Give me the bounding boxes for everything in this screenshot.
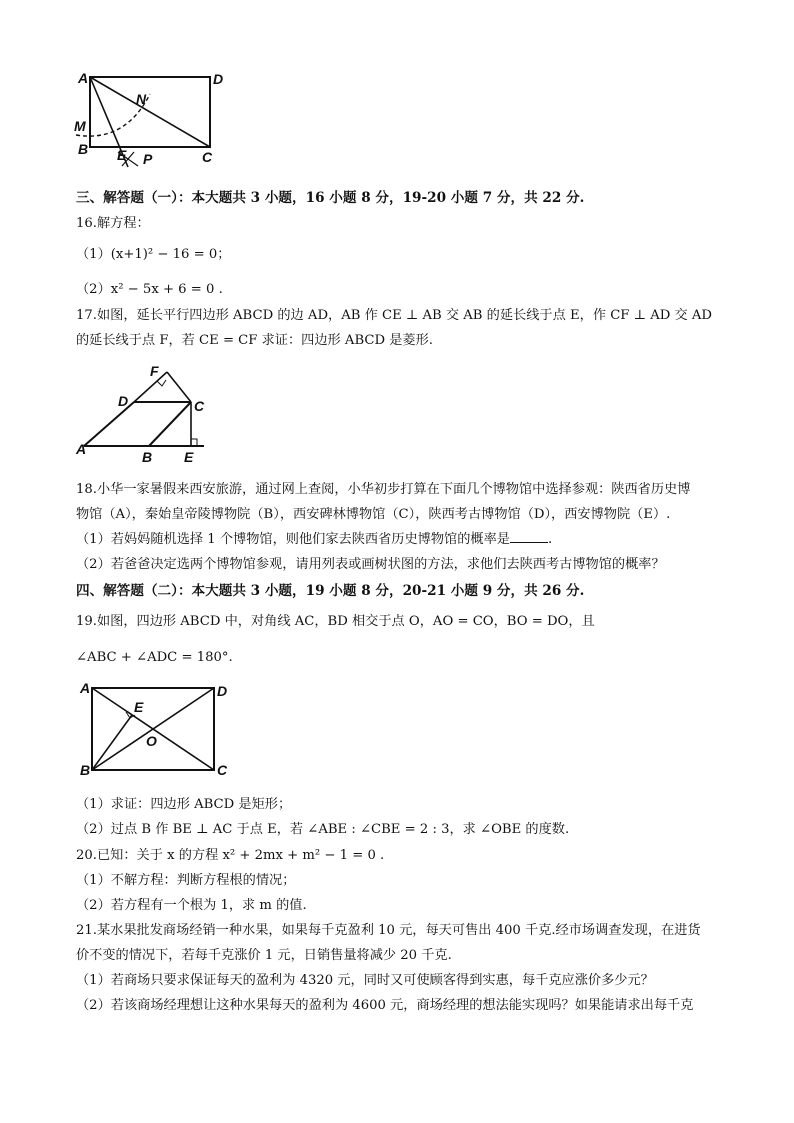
q21-part1: （1）若商场只要求保证每天的盈利为 4320 元，同时又可使顾客得到实惠，每千克应涨价多少元？ [76,973,654,988]
figure-rectangle-top [70,68,230,170]
q20-part1: （1）不解方程：判断方程根的情况； [76,873,296,888]
q21-line2: 价不变的情况下，若每千克涨价 1 元，日销售量将减少 20 千克. [76,948,452,963]
label-D: D [118,393,129,409]
label-D: D [217,683,228,699]
label-A: A [80,680,91,696]
answer-blank [510,530,548,543]
section4-heading: 四、解答题（二）：本大题共 3 小题，19 小题 8 分，20-21 小题 9 分，共 26 分. [76,583,585,599]
q18-part1 [76,530,552,550]
label-C: C [194,398,205,414]
label-D: D [213,71,224,87]
label-B: B [142,449,153,465]
q17-line1: 17.如图，延长平行四边形 ABCD 的边 AD，AB 作 CE ⊥ AB 交 AB 的延长线于点 E，作 CF ⊥ AD 交 AD [76,308,712,323]
q19-part1: （1）求证：四边形 ABCD 是矩形； [76,797,292,812]
figure-rectangle-diagonals [76,679,236,779]
label-C: C [202,149,213,165]
label-F: F [150,363,159,379]
label-N: N [136,91,147,107]
q18-line1: 18.小华一家暑假来西安旅游，通过网上查阅，小华初步打算在下面几个博物馆中选择参观：陕西省历史博 [76,482,691,497]
label-E: E [134,699,144,715]
label-A: A [78,70,89,86]
q18-part2: （2）若爸爸决定选两个博物馆参观，请用列表或画树状图的方法，求他们去陕西考古博物馆的概率？ [76,557,665,572]
q16-title: 16.解方程： [76,216,150,231]
label-E: E [117,147,127,163]
q18-line2: 物馆（A），秦始皇帝陵博物院（B），西安碑林博物馆（C），陕西考古博物馆（D），西安博物院（E）. [76,507,671,522]
q17-line2: 的延长线于点 F，若 CE = CF 求证：四边形 ABCD 是菱形. [76,333,434,348]
q19-line1: 19.如图，四边形 ABCD 中，对角线 AC，BD 相交于点 O，AO = CO，BO = DO，且 [76,614,595,629]
q20-part2: （2）若方程有一个根为 1，求 m 的值. [76,898,307,913]
q21-part2: （2）若该商场经理想让这种水果每天的盈利为 4600 元，商场经理的想法能实现吗？如果能请求出每千克 [76,998,694,1013]
label-M: M [74,118,86,134]
label-B: B [80,762,91,778]
q20-line1: 20.已知：关于 x 的方程 x² + 2mx + m² − 1 = 0 . [76,848,385,863]
label-B: B [78,141,89,157]
figure-parallelogram [74,362,224,466]
q19-line2: ∠ABC + ∠ADC = 180°. [76,650,233,665]
label-O: O [146,733,157,749]
q21-line1: 21.某水果批发商场经销一种水果，如果每千克盈利 10 元，每天可售出 400 千克.经市场调查发现，在进货 [76,923,701,938]
q18-part1-end: . [547,532,553,547]
q16-part2: （2）x² − 5x + 6 = 0 . [76,282,223,297]
q18-part1-text: （1）若妈妈随机选择 1 个博物馆，则他们家去陕西省历史博物馆的概率是 [76,532,510,547]
label-P: P [143,151,153,167]
label-E: E [184,449,194,465]
q19-part2: （2）过点 B 作 BE ⊥ AC 于点 E，若 ∠ABE : ∠CBE = 2 : 3，求 ∠OBE 的度数. [76,822,570,837]
label-C: C [217,762,228,778]
section3-heading: 三、解答题（一）：本大题共 3 小题，16 小题 8 分，19-20 小题 7 分，共 22 分. [76,190,585,206]
q16-part1: （1）(x+1)² − 16 = 0； [76,247,231,262]
label-A: A [76,441,87,457]
